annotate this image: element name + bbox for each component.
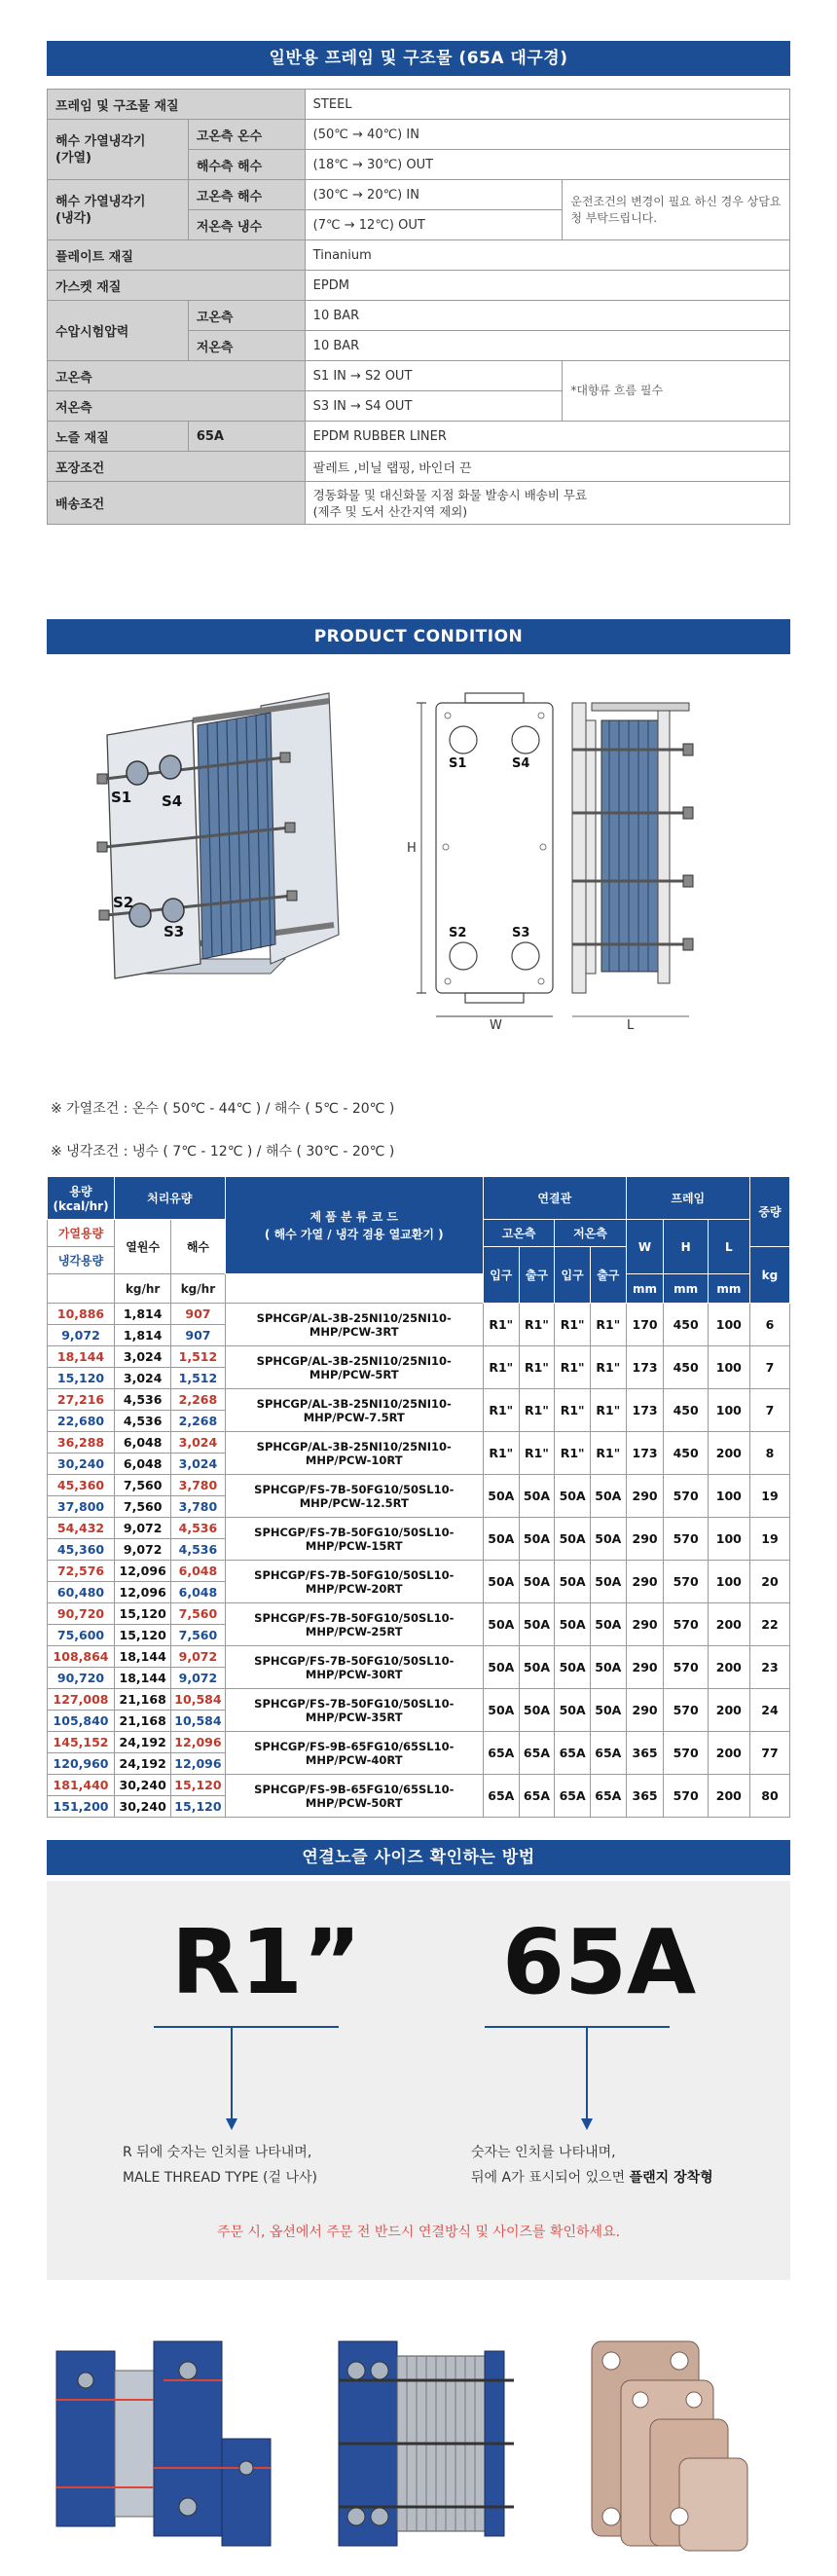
hot-water-flow-cell: 3,024	[115, 1346, 171, 1368]
hot-water-flow-cell: 6,048	[115, 1432, 171, 1454]
cool-capacity-cell: 37,800	[48, 1496, 115, 1518]
heat-exchanger-side-view	[572, 703, 693, 1016]
nozzle-hot-out-cell: 50A	[519, 1475, 555, 1518]
frame-w-cell: 290	[626, 1518, 664, 1561]
nozzle-hot-out-cell: R1"	[519, 1346, 555, 1389]
heat-exchanger-front-view	[417, 693, 553, 1016]
th-w: W	[626, 1220, 664, 1274]
nozzle-cold-in-cell: 50A	[555, 1603, 591, 1646]
th-hot-water: 열원수	[115, 1220, 171, 1274]
product-photo-illustrations	[47, 2322, 790, 2565]
packing-label: 포장조건	[48, 452, 306, 482]
table-row	[48, 1432, 790, 1454]
table-row	[48, 1689, 790, 1711]
nozzle-cold-in-cell: R1"	[555, 1304, 591, 1346]
product-photos	[47, 2322, 790, 2565]
weight-cell: 7	[749, 1346, 789, 1389]
sea-water-flow-cell: 1,512	[171, 1368, 225, 1389]
heat-capacity-cell: 36,288	[48, 1432, 115, 1454]
table-row	[48, 1304, 790, 1325]
nozzle-cold-in-cell: R1"	[555, 1346, 591, 1389]
weight-cell: 20	[749, 1561, 789, 1603]
sea-water-flow-cell: 7,560	[171, 1603, 225, 1625]
cold-water-label: 저온측 냉수	[188, 210, 305, 240]
th-flow: 처리유량	[115, 1177, 226, 1220]
sea-water-flow-cell: 10,584	[171, 1711, 225, 1732]
cold-flow-value: S3 IN → S4 OUT	[305, 391, 563, 422]
nozzle-right-line1: 숫자는 인치를 나타내며,	[471, 2145, 616, 2160]
hot-side-temp-label: 고온측 온수	[188, 120, 305, 150]
hot-water-flow-cell: 1,814	[115, 1325, 171, 1346]
nozzle-r1-label: R1”	[171, 1910, 362, 2014]
heat-capacity-cell: 127,008	[48, 1689, 115, 1711]
port-label-s4: S4	[162, 792, 183, 810]
nozzle-cold-in-cell: 50A	[555, 1475, 591, 1518]
hot-flow-value: S1 IN → S2 OUT	[305, 361, 563, 391]
operating-note: 운전조건의 변경이 필요 하신 경우 상담요청 부탁드립니다.	[563, 180, 790, 240]
th-sea-water: 해수	[171, 1220, 225, 1274]
nozzle-cold-out-cell: 50A	[590, 1689, 626, 1732]
frame-w-cell: 290	[626, 1475, 664, 1518]
nozzle-hot-in-cell: R1"	[483, 1304, 519, 1346]
table-row	[48, 1561, 790, 1582]
nozzle-label: 노즐 재질	[48, 422, 189, 452]
hot-water-flow-cell: 9,072	[115, 1518, 171, 1539]
product-code-cell: SPHCGP/FS-7B-50FG10/50SL10-MHP/PCW-30RT	[225, 1646, 483, 1689]
th-h: H	[664, 1220, 708, 1274]
heating-condition-note: ※ 가열조건 : 온수 ( 50℃ - 44℃ ) / 해수 ( 5℃ - 20℃ )	[51, 1101, 395, 1117]
nozzle-hot-out-cell: R1"	[519, 1432, 555, 1475]
nozzle-hot-out-cell: 50A	[519, 1603, 555, 1646]
hot-water-flow-cell: 30,240	[115, 1796, 171, 1818]
cool-capacity-cell: 60,480	[48, 1582, 115, 1603]
nozzle-cold-out-cell: 50A	[590, 1561, 626, 1603]
nozzle-right-line2	[471, 2165, 713, 2190]
nozzle-cold-out-cell: R1"	[590, 1346, 626, 1389]
frame-l-cell: 100	[708, 1346, 749, 1389]
hot-water-flow-cell: 18,144	[115, 1646, 171, 1668]
cool-capacity-cell: 9,072	[48, 1325, 115, 1346]
th-unit-mm-3: mm	[708, 1274, 749, 1304]
front-label-s2: S2	[449, 926, 467, 940]
product-code-cell: SPHCGP/AL-3B-25NI10/25NI10-MHP/PCW-5RT	[225, 1346, 483, 1389]
th-unit-mm-2: mm	[664, 1274, 708, 1304]
sea-water-flow-cell: 6,048	[171, 1582, 225, 1603]
nozzle-hot-out-cell: 50A	[519, 1518, 555, 1561]
nozzle-hot-in-cell: 50A	[483, 1603, 519, 1646]
product-code-cell: SPHCGP/FS-7B-50FG10/50SL10-MHP/PCW-12.5RT	[225, 1475, 483, 1518]
th-in-2: 입구	[555, 1247, 591, 1304]
th-connection: 연결관	[483, 1177, 626, 1220]
sea-water-flow-cell: 6,048	[171, 1561, 225, 1582]
table-row	[48, 1475, 790, 1496]
product-code-cell: SPHCGP/AL-3B-25NI10/25NI10-MHP/PCW-10RT	[225, 1432, 483, 1475]
hot-water-flow-cell: 12,096	[115, 1561, 171, 1582]
nozzle-right-line2-b: 플랜지 장착형	[629, 2170, 713, 2186]
sea-side-value: (18℃ → 30℃) OUT	[305, 150, 789, 180]
frame-h-cell: 570	[664, 1518, 708, 1561]
product-code-cell: SPHCGP/FS-9B-65FG10/65SL10-MHP/PCW-50RT	[225, 1775, 483, 1818]
th-unit-kg-1: kg/hr	[115, 1274, 171, 1304]
heat-capacity-cell: 10,886	[48, 1304, 115, 1325]
spec-table	[47, 89, 790, 525]
sea-water-flow-cell: 1,512	[171, 1346, 225, 1368]
cool-capacity-cell: 151,200	[48, 1796, 115, 1818]
hot-side-temp-value: (50℃ → 40℃) IN	[305, 120, 789, 150]
nozzle-hot-out-cell: 50A	[519, 1646, 555, 1689]
nozzle-cold-out-cell: 65A	[590, 1732, 626, 1775]
dimension-w: W	[490, 1018, 502, 1032]
sea-side-label: 해수측 해수	[188, 150, 305, 180]
delivery-label: 배송조건	[48, 482, 306, 525]
frame-w-cell: 173	[626, 1346, 664, 1389]
hot-sea-value: (30℃ → 20℃) IN	[305, 180, 563, 210]
frame-h-cell: 450	[664, 1389, 708, 1432]
product-code-cell: SPHCGP/FS-7B-50FG10/50SL10-MHP/PCW-15RT	[225, 1518, 483, 1561]
product-table	[47, 1176, 790, 1818]
nozzle-cold-out-cell: 50A	[590, 1475, 626, 1518]
cool-capacity-cell: 105,840	[48, 1711, 115, 1732]
hot-water-flow-cell: 4,536	[115, 1411, 171, 1432]
table-row	[48, 1775, 790, 1796]
sea-water-flow-cell: 4,536	[171, 1539, 225, 1561]
hot-water-flow-cell: 4,536	[115, 1389, 171, 1411]
sea-water-flow-cell: 15,120	[171, 1775, 225, 1796]
frame-w-cell: 173	[626, 1389, 664, 1432]
cool-capacity-cell: 90,720	[48, 1668, 115, 1689]
nozzle-cold-in-cell: 50A	[555, 1518, 591, 1561]
sea-water-flow-cell: 907	[171, 1325, 225, 1346]
th-capacity: 용량 (kcal/hr)	[48, 1177, 115, 1220]
nozzle-hot-in-cell: 50A	[483, 1561, 519, 1603]
delivery-value	[305, 482, 789, 525]
hot-water-flow-cell: 30,240	[115, 1775, 171, 1796]
frame-l-cell: 100	[708, 1475, 749, 1518]
delivery-value-line2: (제주 및 도서 산간지역 제외)	[312, 503, 468, 519]
front-label-s1: S1	[449, 756, 467, 771]
weight-cell: 8	[749, 1432, 789, 1475]
nozzle-left-line1: R 뒤에 숫자는 인치를 나타내며,	[123, 2145, 312, 2160]
spec-banner: 일반용 프레임 및 구조물 (65A 대구경)	[47, 41, 790, 76]
heat-capacity-cell: 145,152	[48, 1732, 115, 1753]
front-label-s4: S4	[512, 756, 530, 771]
frame-h-cell: 570	[664, 1689, 708, 1732]
frame-w-cell: 290	[626, 1561, 664, 1603]
sea-water-flow-cell: 3,024	[171, 1432, 225, 1454]
frame-l-cell: 100	[708, 1518, 749, 1561]
heat-capacity-cell: 108,864	[48, 1646, 115, 1668]
nozzle-cold-in-cell: R1"	[555, 1432, 591, 1475]
nozzle-cold-out-cell: 50A	[590, 1603, 626, 1646]
frame-h-cell: 570	[664, 1775, 708, 1818]
pressure-cold-label: 저온측	[188, 331, 305, 361]
th-weight: 중량	[749, 1177, 789, 1247]
th-heat-capacity: 가열용량	[48, 1220, 115, 1247]
nozzle-cold-in-cell: 65A	[555, 1775, 591, 1818]
frame-w-cell: 290	[626, 1603, 664, 1646]
hot-water-flow-cell: 9,072	[115, 1539, 171, 1561]
frame-l-cell: 200	[708, 1689, 749, 1732]
th-out-2: 출구	[590, 1247, 626, 1304]
frame-h-cell: 570	[664, 1732, 708, 1775]
frame-value: STEEL	[305, 90, 789, 120]
th-frame: 프레임	[626, 1177, 749, 1220]
product-condition-figure	[47, 681, 790, 1032]
nozzle-65a-label: 65A	[502, 1910, 697, 2014]
frame-h-cell: 570	[664, 1475, 708, 1518]
nozzle-cold-out-cell: 50A	[590, 1518, 626, 1561]
product-code-cell: SPHCGP/FS-7B-50FG10/50SL10-MHP/PCW-20RT	[225, 1561, 483, 1603]
nozzle-hot-in-cell: 65A	[483, 1775, 519, 1818]
frame-h-cell: 450	[664, 1432, 708, 1475]
th-l: L	[708, 1220, 749, 1274]
sea-water-flow-cell: 2,268	[171, 1411, 225, 1432]
table-row	[48, 1732, 790, 1753]
hot-water-flow-cell: 18,144	[115, 1668, 171, 1689]
frame-w-cell: 170	[626, 1304, 664, 1346]
table-row	[48, 1646, 790, 1668]
nozzle-hot-in-cell: 65A	[483, 1732, 519, 1775]
th-code: 제 품 분 류 코 드 ( 해수 가열 / 냉각 겸용 열교환기 )	[225, 1177, 483, 1274]
product-code-cell: SPHCGP/AL-3B-25NI10/25NI10-MHP/PCW-7.5RT	[225, 1389, 483, 1432]
nozzle-cold-out-cell: R1"	[590, 1304, 626, 1346]
th-unit-kg-2: kg/hr	[171, 1274, 225, 1304]
heat-capacity-cell: 181,440	[48, 1775, 115, 1796]
nozzle-banner: 연결노즐 사이즈 확인하는 방법	[47, 1840, 790, 1875]
sea-water-flow-cell: 7,560	[171, 1625, 225, 1646]
nozzle-left-line2: MALE THREAD TYPE (겉 나사)	[123, 2170, 317, 2186]
product-code-cell: SPHCGP/FS-7B-50FG10/50SL10-MHP/PCW-35RT	[225, 1689, 483, 1732]
hot-water-flow-cell: 24,192	[115, 1732, 171, 1753]
nozzle-hot-out-cell: R1"	[519, 1304, 555, 1346]
nozzle-hot-in-cell: 50A	[483, 1646, 519, 1689]
nozzle-hot-out-cell: 50A	[519, 1561, 555, 1603]
sea-water-flow-cell: 4,536	[171, 1518, 225, 1539]
sea-water-flow-cell: 10,584	[171, 1689, 225, 1711]
frame-w-cell: 365	[626, 1732, 664, 1775]
pressure-hot-label: 고온측	[188, 301, 305, 331]
nozzle-left-desc	[123, 2140, 317, 2190]
nozzle-cold-in-cell: 50A	[555, 1689, 591, 1732]
nozzle-cold-in-cell: 65A	[555, 1732, 591, 1775]
cool-capacity-cell: 120,960	[48, 1753, 115, 1775]
photo-plates	[592, 2341, 747, 2551]
hot-water-flow-cell: 24,192	[115, 1753, 171, 1775]
pressure-hot-value: 10 BAR	[305, 301, 789, 331]
weight-cell: 7	[749, 1389, 789, 1432]
gasket-label: 가스켓 재질	[48, 271, 306, 301]
nozzle-cold-out-cell: 65A	[590, 1775, 626, 1818]
delivery-value-line1: 경동화물 및 대신화물 지점 화물 발송시 배송비 무료	[312, 487, 588, 502]
hot-water-flow-cell: 1,814	[115, 1304, 171, 1325]
sea-heating-label: 해수 가열냉각기 (가열)	[48, 120, 189, 180]
th-in-1: 입구	[483, 1247, 519, 1304]
cold-water-value: (7℃ → 12℃) OUT	[305, 210, 563, 240]
nozzle-right-desc	[471, 2140, 713, 2190]
product-code-cell: SPHCGP/FS-9B-65FG10/65SL10-MHP/PCW-40RT	[225, 1732, 483, 1775]
hot-water-flow-cell: 15,120	[115, 1603, 171, 1625]
hot-water-flow-cell: 21,168	[115, 1711, 171, 1732]
weight-cell: 22	[749, 1603, 789, 1646]
th-hot-side: 고온측	[483, 1220, 554, 1247]
nozzle-cold-in-cell: R1"	[555, 1389, 591, 1432]
sea-water-flow-cell: 15,120	[171, 1796, 225, 1818]
port-label-s2: S2	[113, 894, 134, 911]
hot-water-flow-cell: 15,120	[115, 1625, 171, 1646]
weight-cell: 77	[749, 1732, 789, 1775]
weight-cell: 19	[749, 1475, 789, 1518]
frame-w-cell: 365	[626, 1775, 664, 1818]
heat-exchanger-isometric	[97, 693, 339, 978]
dimension-h: H	[407, 841, 417, 856]
cold-flow-label: 저온측	[48, 391, 306, 422]
frame-l-cell: 100	[708, 1304, 749, 1346]
hot-sea-label: 고온측 해수	[188, 180, 305, 210]
nozzle-warning: 주문 시, 옵션에서 주문 전 반드시 연결방식 및 사이즈를 확인하세요.	[216, 2225, 621, 2240]
hot-water-flow-cell: 3,024	[115, 1368, 171, 1389]
nozzle-cold-out-cell: R1"	[590, 1432, 626, 1475]
nozzle-hot-in-cell: R1"	[483, 1432, 519, 1475]
port-label-s3: S3	[164, 923, 185, 940]
weight-cell: 23	[749, 1646, 789, 1689]
sea-water-flow-cell: 9,072	[171, 1646, 225, 1668]
frame-l-cell: 200	[708, 1775, 749, 1818]
gasket-value: EPDM	[305, 271, 789, 301]
th-cold-side: 저온측	[555, 1220, 626, 1247]
heat-capacity-cell: 54,432	[48, 1518, 115, 1539]
sea-water-flow-cell: 3,024	[171, 1454, 225, 1475]
weight-cell: 19	[749, 1518, 789, 1561]
th-out-1: 출구	[519, 1247, 555, 1304]
product-code-cell: SPHCGP/FS-7B-50FG10/50SL10-MHP/PCW-25RT	[225, 1603, 483, 1646]
weight-cell: 24	[749, 1689, 789, 1732]
th-weight-unit: kg	[749, 1247, 789, 1304]
plate-label: 플레이트 재질	[48, 240, 306, 271]
frame-l-cell: 200	[708, 1432, 749, 1475]
nozzle-cold-in-cell: 50A	[555, 1646, 591, 1689]
heat-capacity-cell: 18,144	[48, 1346, 115, 1368]
photo-exchanger-group	[56, 2341, 271, 2546]
nozzle-hot-out-cell: 50A	[519, 1689, 555, 1732]
nozzle-hot-in-cell: R1"	[483, 1389, 519, 1432]
sea-cooling-label: 해수 가열냉각기 (냉각)	[48, 180, 189, 240]
cool-capacity-cell: 22,680	[48, 1411, 115, 1432]
nozzle-hot-in-cell: R1"	[483, 1346, 519, 1389]
flow-note: *대향류 흐름 필수	[563, 361, 790, 422]
pressure-label: 수압시험압력	[48, 301, 189, 361]
sea-water-flow-cell: 9,072	[171, 1668, 225, 1689]
cool-capacity-cell: 15,120	[48, 1368, 115, 1389]
frame-h-cell: 570	[664, 1603, 708, 1646]
nozzle-cold-in-cell: 50A	[555, 1561, 591, 1603]
frame-l-cell: 100	[708, 1561, 749, 1603]
sea-water-flow-cell: 12,096	[171, 1753, 225, 1775]
heat-capacity-cell: 72,576	[48, 1561, 115, 1582]
frame-w-cell: 173	[626, 1432, 664, 1475]
nozzle-section	[47, 1881, 790, 2280]
frame-l-cell: 200	[708, 1732, 749, 1775]
frame-w-cell: 290	[626, 1689, 664, 1732]
nozzle-hot-in-cell: 50A	[483, 1518, 519, 1561]
nozzle-cold-out-cell: R1"	[590, 1389, 626, 1432]
dimension-l: L	[627, 1018, 635, 1032]
nozzle-hot-in-cell: 50A	[483, 1689, 519, 1732]
nozzle-hot-out-cell: R1"	[519, 1389, 555, 1432]
heat-capacity-cell: 27,216	[48, 1389, 115, 1411]
nozzle-value: EPDM RUBBER LINER	[305, 422, 789, 452]
arrow-down-icon	[226, 2118, 237, 2130]
photo-exchanger-single	[339, 2341, 514, 2546]
heat-capacity-cell: 45,360	[48, 1475, 115, 1496]
nozzle-hot-in-cell: 50A	[483, 1475, 519, 1518]
frame-l-cell: 200	[708, 1646, 749, 1689]
hot-water-flow-cell: 7,560	[115, 1496, 171, 1518]
nozzle-cold-out-cell: 50A	[590, 1646, 626, 1689]
sea-water-flow-cell: 907	[171, 1304, 225, 1325]
hot-water-flow-cell: 7,560	[115, 1475, 171, 1496]
frame-label: 프레임 및 구조물 재질	[48, 90, 306, 120]
cool-capacity-cell: 75,600	[48, 1625, 115, 1646]
frame-w-cell: 290	[626, 1646, 664, 1689]
nozzle-hot-out-cell: 65A	[519, 1732, 555, 1775]
weight-cell: 80	[749, 1775, 789, 1818]
hot-water-flow-cell: 12,096	[115, 1582, 171, 1603]
table-row	[48, 1346, 790, 1368]
plate-value: Tinanium	[305, 240, 789, 271]
product-code-cell: SPHCGP/AL-3B-25NI10/25NI10-MHP/PCW-3RT	[225, 1304, 483, 1346]
table-row	[48, 1389, 790, 1411]
frame-h-cell: 450	[664, 1346, 708, 1389]
cool-capacity-cell: 45,360	[48, 1539, 115, 1561]
hot-flow-label: 고온측	[48, 361, 306, 391]
arrow-down-icon	[581, 2118, 593, 2130]
product-table-body	[48, 1304, 790, 1818]
cooling-condition-note: ※ 냉각조건 : 냉수 ( 7℃ - 12℃ ) / 해수 ( 30℃ - 20℃ )	[51, 1144, 395, 1159]
weight-cell: 6	[749, 1304, 789, 1346]
packing-value: 팔레트 ,비닐 랩핑, 바인더 끈	[305, 452, 789, 482]
table-row	[48, 1603, 790, 1625]
hot-water-flow-cell: 21,168	[115, 1689, 171, 1711]
frame-h-cell: 570	[664, 1646, 708, 1689]
nozzle-hot-out-cell: 65A	[519, 1775, 555, 1818]
hot-water-flow-cell: 6,048	[115, 1454, 171, 1475]
frame-l-cell: 200	[708, 1603, 749, 1646]
nozzle-right-line2-a: 뒤에 A가 표시되어 있으면	[471, 2170, 630, 2186]
frame-l-cell: 100	[708, 1389, 749, 1432]
nozzle-size: 65A	[188, 422, 305, 452]
product-condition-banner: PRODUCT CONDITION	[47, 619, 790, 654]
th-unit-mm-1: mm	[626, 1274, 664, 1304]
frame-h-cell: 570	[664, 1561, 708, 1603]
front-label-s3: S3	[512, 926, 530, 940]
sea-water-flow-cell: 2,268	[171, 1389, 225, 1411]
sea-water-flow-cell: 3,780	[171, 1496, 225, 1518]
table-row	[48, 1518, 790, 1539]
cool-capacity-cell: 30,240	[48, 1454, 115, 1475]
sea-water-flow-cell: 12,096	[171, 1732, 225, 1753]
sea-water-flow-cell: 3,780	[171, 1475, 225, 1496]
heat-capacity-cell: 90,720	[48, 1603, 115, 1625]
port-label-s1: S1	[111, 789, 132, 806]
pressure-cold-value: 10 BAR	[305, 331, 789, 361]
frame-h-cell: 450	[664, 1304, 708, 1346]
heat-exchanger-drawings	[47, 681, 790, 1032]
th-cool-capacity: 냉각용량	[48, 1247, 115, 1274]
